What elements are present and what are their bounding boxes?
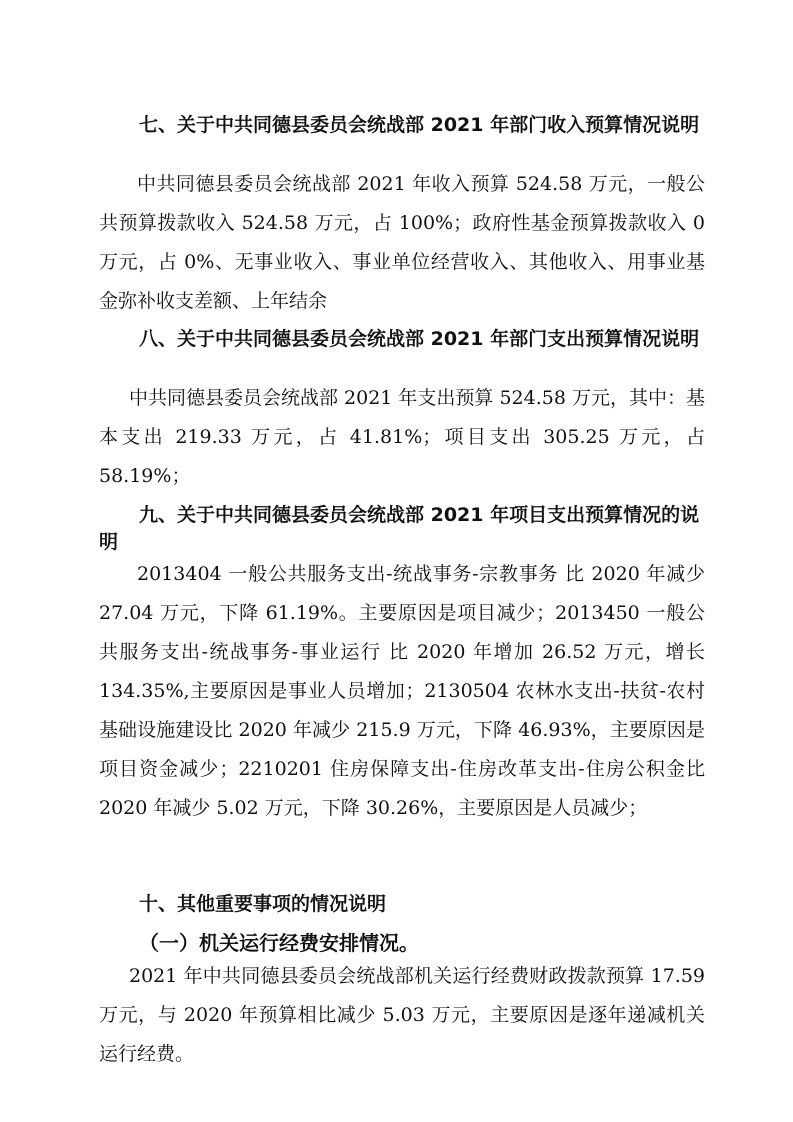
section-10-heading: 十、其他重要事项的情况说明: [139, 893, 387, 915]
section-8-body: 中共同德县委员会统战部 2021 年支出预算 524.58 万元，其中：基本支出 219.33 万元，占 41.81%；项目支出 305.25 万元，占 58.19%；: [99, 387, 705, 487]
section-7-heading: 七、关于中共同德县委员会统战部 2021 年部门收入预算情况说明: [139, 114, 700, 136]
section-9-body: 2013404 一般公共服务支出-统战事务-宗教事务 比 2020 年减少 27.04 万元，下降 61.19%。主要原因是项目减少；2013450 一般公共服务支出-统战事务-事业运行 比 2020 年增加 26.52 万元，增长 134.35%,主要原因是事业人员增加；2130504 农林水支出-扶贫-农村基础设施建设比 2020 年减少 215.9 万元，下降 46.93%，主要原因是项目资金减少；2210201 住房保障支出-住房改革支出-住房公积金比 2020 年减少 5.02 万元，下降 30.26%，主要原因是人员减少；: [99, 563, 705, 819]
section-10-body: 2021 年中共同德县委员会统战部机关运行经费财政拨款预算 17.59 万元，与 2020 年预算相比减少 5.03 万元，主要原因是逐年递减机关运行经费。: [99, 965, 705, 1065]
section-10-subheading: （一）机关运行经费安排情况。: [139, 931, 419, 955]
section-9-heading: 九、关于中共同德县委员会统战部 2021 年项目支出预算情况的说明: [99, 504, 700, 553]
section-8-heading: 八、关于中共同德县委员会统战部 2021 年部门支出预算情况说明: [139, 328, 700, 350]
section-7-body: 中共同德县委员会统战部 2021 年收入预算 524.58 万元，一般公共预算拨款收入 524.58 万元，占 100%；政府性基金预算拨款收入 0 万元，占 0%、无事业收入、事业单位经营收入、其他收入、用事业基金弥补收支差额、上年结余: [99, 173, 705, 312]
